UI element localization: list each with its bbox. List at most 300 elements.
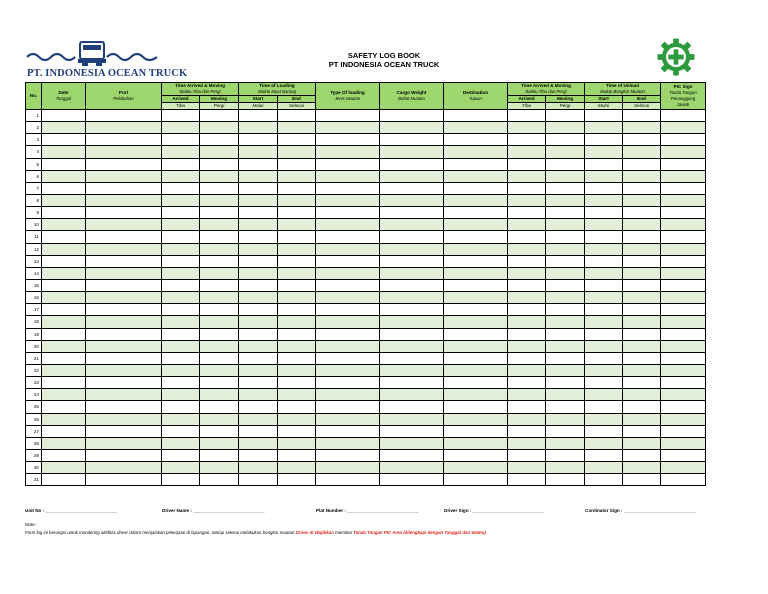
table-cell[interactable]	[444, 449, 508, 461]
table-cell[interactable]	[661, 377, 706, 389]
table-cell[interactable]	[585, 389, 623, 401]
table-cell[interactable]	[200, 219, 239, 231]
table-cell[interactable]	[546, 316, 585, 328]
table-cell[interactable]	[546, 425, 585, 437]
table-cell[interactable]	[444, 279, 508, 291]
table-cell[interactable]	[508, 170, 546, 182]
table-cell[interactable]	[42, 243, 86, 255]
table-cell[interactable]	[86, 437, 162, 449]
table-cell[interactable]	[316, 364, 380, 376]
table-cell[interactable]	[546, 389, 585, 401]
table-cell[interactable]	[316, 389, 380, 401]
table-cell[interactable]	[508, 462, 546, 474]
table-cell[interactable]	[380, 304, 444, 316]
table-cell[interactable]	[380, 231, 444, 243]
table-cell[interactable]	[585, 437, 623, 449]
table-cell[interactable]	[585, 267, 623, 279]
table-cell[interactable]	[86, 340, 162, 352]
table-cell[interactable]	[661, 267, 706, 279]
table-cell[interactable]	[585, 304, 623, 316]
table-cell[interactable]	[278, 134, 316, 146]
table-cell[interactable]	[444, 134, 508, 146]
table-cell[interactable]	[444, 158, 508, 170]
table-cell[interactable]	[86, 146, 162, 158]
table-cell[interactable]	[278, 401, 316, 413]
table-cell[interactable]	[508, 340, 546, 352]
table-cell[interactable]	[316, 243, 380, 255]
table-cell[interactable]	[546, 243, 585, 255]
table-cell[interactable]	[278, 425, 316, 437]
plat-number-field[interactable]: Plat Number : ____________________________	[316, 508, 419, 513]
table-cell[interactable]	[316, 328, 380, 340]
table-cell[interactable]	[585, 158, 623, 170]
table-cell[interactable]	[585, 462, 623, 474]
table-cell[interactable]	[444, 267, 508, 279]
table-cell[interactable]	[316, 219, 380, 231]
table-cell[interactable]	[162, 437, 200, 449]
table-cell[interactable]	[508, 316, 546, 328]
table-cell[interactable]	[162, 267, 200, 279]
table-cell[interactable]	[86, 110, 162, 122]
table-cell[interactable]	[200, 231, 239, 243]
table-cell[interactable]	[661, 207, 706, 219]
table-cell[interactable]	[508, 194, 546, 206]
table-cell[interactable]	[585, 182, 623, 194]
table-cell[interactable]	[508, 449, 546, 461]
table-cell[interactable]	[162, 207, 200, 219]
table-cell[interactable]	[661, 255, 706, 267]
table-cell[interactable]	[444, 352, 508, 364]
table-cell[interactable]	[661, 243, 706, 255]
table-cell[interactable]	[623, 340, 661, 352]
table-cell[interactable]	[585, 352, 623, 364]
table-cell[interactable]	[380, 219, 444, 231]
table-cell[interactable]	[661, 364, 706, 376]
table-cell[interactable]	[585, 377, 623, 389]
table-cell[interactable]	[42, 304, 86, 316]
table-cell[interactable]	[661, 182, 706, 194]
table-cell[interactable]	[380, 352, 444, 364]
table-cell[interactable]	[86, 134, 162, 146]
table-cell[interactable]	[86, 449, 162, 461]
table-cell[interactable]	[162, 462, 200, 474]
table-cell[interactable]	[623, 134, 661, 146]
table-cell[interactable]	[623, 267, 661, 279]
table-cell[interactable]	[239, 292, 278, 304]
table-cell[interactable]	[623, 182, 661, 194]
table-cell[interactable]	[585, 134, 623, 146]
table-cell[interactable]	[661, 219, 706, 231]
table-cell[interactable]	[661, 279, 706, 291]
table-cell[interactable]	[42, 352, 86, 364]
table-cell[interactable]	[380, 437, 444, 449]
table-cell[interactable]	[278, 122, 316, 134]
table-cell[interactable]	[444, 207, 508, 219]
table-cell[interactable]	[239, 134, 278, 146]
table-cell[interactable]	[508, 158, 546, 170]
table-cell[interactable]	[661, 389, 706, 401]
table-cell[interactable]	[623, 110, 661, 122]
table-cell[interactable]	[86, 364, 162, 376]
table-cell[interactable]	[316, 182, 380, 194]
table-cell[interactable]	[86, 425, 162, 437]
table-cell[interactable]	[42, 316, 86, 328]
table-cell[interactable]	[278, 182, 316, 194]
table-cell[interactable]	[444, 255, 508, 267]
table-cell[interactable]	[661, 170, 706, 182]
table-cell[interactable]	[380, 328, 444, 340]
table-cell[interactable]	[278, 413, 316, 425]
table-cell[interactable]	[86, 462, 162, 474]
table-cell[interactable]	[239, 110, 278, 122]
table-cell[interactable]	[86, 316, 162, 328]
table-cell[interactable]	[546, 255, 585, 267]
table-cell[interactable]	[444, 316, 508, 328]
table-cell[interactable]	[623, 377, 661, 389]
table-cell[interactable]	[86, 413, 162, 425]
table-cell[interactable]	[316, 462, 380, 474]
table-cell[interactable]	[623, 158, 661, 170]
table-cell[interactable]	[444, 292, 508, 304]
table-cell[interactable]	[42, 462, 86, 474]
table-cell[interactable]	[508, 425, 546, 437]
table-cell[interactable]	[86, 243, 162, 255]
table-cell[interactable]	[316, 255, 380, 267]
table-cell[interactable]	[42, 340, 86, 352]
table-cell[interactable]	[623, 304, 661, 316]
table-cell[interactable]	[42, 449, 86, 461]
table-cell[interactable]	[42, 255, 86, 267]
table-cell[interactable]	[316, 231, 380, 243]
table-cell[interactable]	[278, 255, 316, 267]
table-cell[interactable]	[546, 231, 585, 243]
table-cell[interactable]	[200, 207, 239, 219]
table-cell[interactable]	[200, 413, 239, 425]
table-cell[interactable]	[380, 182, 444, 194]
table-cell[interactable]	[200, 110, 239, 122]
table-cell[interactable]	[508, 231, 546, 243]
table-cell[interactable]	[380, 401, 444, 413]
table-cell[interactable]	[86, 474, 162, 486]
table-cell[interactable]	[278, 279, 316, 291]
table-cell[interactable]	[661, 158, 706, 170]
table-cell[interactable]	[278, 243, 316, 255]
table-cell[interactable]	[585, 255, 623, 267]
table-cell[interactable]	[42, 377, 86, 389]
table-cell[interactable]	[316, 340, 380, 352]
table-cell[interactable]	[380, 243, 444, 255]
table-cell[interactable]	[380, 449, 444, 461]
table-cell[interactable]	[278, 292, 316, 304]
table-cell[interactable]	[380, 316, 444, 328]
table-cell[interactable]	[86, 389, 162, 401]
table-cell[interactable]	[162, 364, 200, 376]
table-cell[interactable]	[316, 474, 380, 486]
table-cell[interactable]	[162, 377, 200, 389]
table-cell[interactable]	[42, 364, 86, 376]
table-cell[interactable]	[200, 255, 239, 267]
table-cell[interactable]	[546, 279, 585, 291]
table-cell[interactable]	[661, 462, 706, 474]
table-cell[interactable]	[86, 194, 162, 206]
table-cell[interactable]	[239, 194, 278, 206]
table-cell[interactable]	[585, 194, 623, 206]
table-cell[interactable]	[316, 352, 380, 364]
table-cell[interactable]	[42, 182, 86, 194]
table-cell[interactable]	[316, 122, 380, 134]
table-cell[interactable]	[42, 207, 86, 219]
table-cell[interactable]	[316, 158, 380, 170]
table-cell[interactable]	[508, 377, 546, 389]
table-cell[interactable]	[86, 207, 162, 219]
table-cell[interactable]	[546, 474, 585, 486]
table-cell[interactable]	[444, 182, 508, 194]
table-cell[interactable]	[380, 158, 444, 170]
table-cell[interactable]	[239, 377, 278, 389]
table-cell[interactable]	[623, 316, 661, 328]
table-cell[interactable]	[42, 425, 86, 437]
table-cell[interactable]	[380, 389, 444, 401]
table-cell[interactable]	[200, 389, 239, 401]
table-cell[interactable]	[278, 158, 316, 170]
table-cell[interactable]	[444, 389, 508, 401]
table-cell[interactable]	[162, 389, 200, 401]
table-cell[interactable]	[239, 279, 278, 291]
table-cell[interactable]	[162, 328, 200, 340]
table-cell[interactable]	[508, 304, 546, 316]
table-cell[interactable]	[239, 474, 278, 486]
table-cell[interactable]	[278, 170, 316, 182]
table-cell[interactable]	[316, 377, 380, 389]
table-cell[interactable]	[444, 474, 508, 486]
table-cell[interactable]	[42, 110, 86, 122]
table-cell[interactable]	[86, 267, 162, 279]
table-cell[interactable]	[162, 243, 200, 255]
table-cell[interactable]	[585, 243, 623, 255]
table-cell[interactable]	[623, 352, 661, 364]
table-cell[interactable]	[162, 474, 200, 486]
table-cell[interactable]	[200, 316, 239, 328]
table-cell[interactable]	[42, 437, 86, 449]
table-cell[interactable]	[508, 401, 546, 413]
table-cell[interactable]	[380, 340, 444, 352]
table-cell[interactable]	[444, 364, 508, 376]
table-cell[interactable]	[508, 146, 546, 158]
table-cell[interactable]	[546, 134, 585, 146]
table-cell[interactable]	[546, 146, 585, 158]
table-cell[interactable]	[239, 267, 278, 279]
table-cell[interactable]	[316, 279, 380, 291]
table-cell[interactable]	[444, 328, 508, 340]
table-cell[interactable]	[162, 134, 200, 146]
table-cell[interactable]	[316, 413, 380, 425]
table-cell[interactable]	[508, 279, 546, 291]
table-cell[interactable]	[508, 437, 546, 449]
table-cell[interactable]	[239, 425, 278, 437]
table-cell[interactable]	[585, 207, 623, 219]
table-cell[interactable]	[546, 182, 585, 194]
table-cell[interactable]	[42, 389, 86, 401]
table-cell[interactable]	[316, 449, 380, 461]
table-cell[interactable]	[508, 110, 546, 122]
table-cell[interactable]	[661, 231, 706, 243]
table-cell[interactable]	[444, 462, 508, 474]
table-cell[interactable]	[508, 182, 546, 194]
table-cell[interactable]	[42, 328, 86, 340]
table-cell[interactable]	[444, 377, 508, 389]
table-cell[interactable]	[380, 122, 444, 134]
table-cell[interactable]	[200, 122, 239, 134]
table-cell[interactable]	[200, 377, 239, 389]
table-cell[interactable]	[278, 267, 316, 279]
table-cell[interactable]	[546, 413, 585, 425]
table-cell[interactable]	[623, 389, 661, 401]
table-cell[interactable]	[239, 122, 278, 134]
table-cell[interactable]	[239, 364, 278, 376]
table-cell[interactable]	[546, 267, 585, 279]
table-cell[interactable]	[316, 170, 380, 182]
table-cell[interactable]	[444, 146, 508, 158]
table-cell[interactable]	[661, 425, 706, 437]
table-cell[interactable]	[200, 279, 239, 291]
table-cell[interactable]	[86, 231, 162, 243]
table-cell[interactable]	[316, 134, 380, 146]
table-cell[interactable]	[508, 474, 546, 486]
table-cell[interactable]	[661, 340, 706, 352]
table-cell[interactable]	[585, 364, 623, 376]
table-cell[interactable]	[444, 401, 508, 413]
table-cell[interactable]	[316, 401, 380, 413]
table-cell[interactable]	[585, 219, 623, 231]
table-cell[interactable]	[508, 243, 546, 255]
table-cell[interactable]	[278, 474, 316, 486]
table-cell[interactable]	[278, 352, 316, 364]
table-cell[interactable]	[546, 219, 585, 231]
table-cell[interactable]	[444, 340, 508, 352]
table-cell[interactable]	[585, 146, 623, 158]
table-cell[interactable]	[585, 279, 623, 291]
table-cell[interactable]	[316, 316, 380, 328]
table-cell[interactable]	[316, 194, 380, 206]
table-cell[interactable]	[239, 158, 278, 170]
table-cell[interactable]	[42, 279, 86, 291]
table-cell[interactable]	[239, 401, 278, 413]
table-cell[interactable]	[42, 219, 86, 231]
table-cell[interactable]	[316, 437, 380, 449]
table-cell[interactable]	[162, 231, 200, 243]
table-cell[interactable]	[444, 231, 508, 243]
table-cell[interactable]	[623, 449, 661, 461]
table-cell[interactable]	[380, 134, 444, 146]
table-cell[interactable]	[162, 413, 200, 425]
table-cell[interactable]	[546, 194, 585, 206]
table-cell[interactable]	[546, 462, 585, 474]
table-cell[interactable]	[380, 279, 444, 291]
table-cell[interactable]	[380, 207, 444, 219]
table-cell[interactable]	[278, 340, 316, 352]
table-cell[interactable]	[546, 401, 585, 413]
table-cell[interactable]	[585, 110, 623, 122]
table-cell[interactable]	[200, 304, 239, 316]
table-cell[interactable]	[623, 207, 661, 219]
table-cell[interactable]	[623, 231, 661, 243]
table-cell[interactable]	[278, 146, 316, 158]
table-cell[interactable]	[316, 292, 380, 304]
table-cell[interactable]	[380, 364, 444, 376]
table-cell[interactable]	[200, 146, 239, 158]
table-cell[interactable]	[508, 364, 546, 376]
table-cell[interactable]	[380, 255, 444, 267]
table-cell[interactable]	[316, 207, 380, 219]
table-cell[interactable]	[508, 122, 546, 134]
table-cell[interactable]	[380, 474, 444, 486]
table-cell[interactable]	[42, 401, 86, 413]
table-cell[interactable]	[316, 304, 380, 316]
table-cell[interactable]	[42, 231, 86, 243]
driver-sign-field[interactable]: Driver Sign : ____________________________	[444, 508, 545, 513]
table-cell[interactable]	[623, 328, 661, 340]
table-cell[interactable]	[661, 292, 706, 304]
table-cell[interactable]	[661, 449, 706, 461]
table-cell[interactable]	[162, 279, 200, 291]
table-cell[interactable]	[444, 425, 508, 437]
table-cell[interactable]	[585, 413, 623, 425]
table-cell[interactable]	[546, 304, 585, 316]
table-cell[interactable]	[86, 182, 162, 194]
table-cell[interactable]	[444, 194, 508, 206]
table-cell[interactable]	[546, 340, 585, 352]
table-cell[interactable]	[585, 401, 623, 413]
table-cell[interactable]	[239, 146, 278, 158]
table-cell[interactable]	[278, 316, 316, 328]
table-cell[interactable]	[661, 134, 706, 146]
table-cell[interactable]	[585, 340, 623, 352]
table-cell[interactable]	[585, 231, 623, 243]
table-cell[interactable]	[585, 474, 623, 486]
table-cell[interactable]	[623, 219, 661, 231]
table-cell[interactable]	[200, 243, 239, 255]
table-cell[interactable]	[86, 122, 162, 134]
table-cell[interactable]	[380, 110, 444, 122]
table-cell[interactable]	[546, 328, 585, 340]
table-cell[interactable]	[661, 122, 706, 134]
table-cell[interactable]	[316, 110, 380, 122]
table-cell[interactable]	[316, 146, 380, 158]
table-cell[interactable]	[200, 134, 239, 146]
table-cell[interactable]	[86, 158, 162, 170]
table-cell[interactable]	[239, 352, 278, 364]
table-cell[interactable]	[162, 304, 200, 316]
table-cell[interactable]	[278, 304, 316, 316]
table-cell[interactable]	[508, 328, 546, 340]
table-cell[interactable]	[585, 122, 623, 134]
table-cell[interactable]	[278, 207, 316, 219]
table-cell[interactable]	[162, 170, 200, 182]
table-cell[interactable]	[585, 170, 623, 182]
table-cell[interactable]	[200, 170, 239, 182]
table-cell[interactable]	[162, 255, 200, 267]
table-cell[interactable]	[546, 437, 585, 449]
table-cell[interactable]	[278, 219, 316, 231]
table-cell[interactable]	[661, 194, 706, 206]
table-cell[interactable]	[162, 146, 200, 158]
table-cell[interactable]	[278, 437, 316, 449]
table-cell[interactable]	[239, 219, 278, 231]
table-cell[interactable]	[623, 437, 661, 449]
table-cell[interactable]	[444, 413, 508, 425]
table-cell[interactable]	[508, 134, 546, 146]
table-cell[interactable]	[162, 316, 200, 328]
